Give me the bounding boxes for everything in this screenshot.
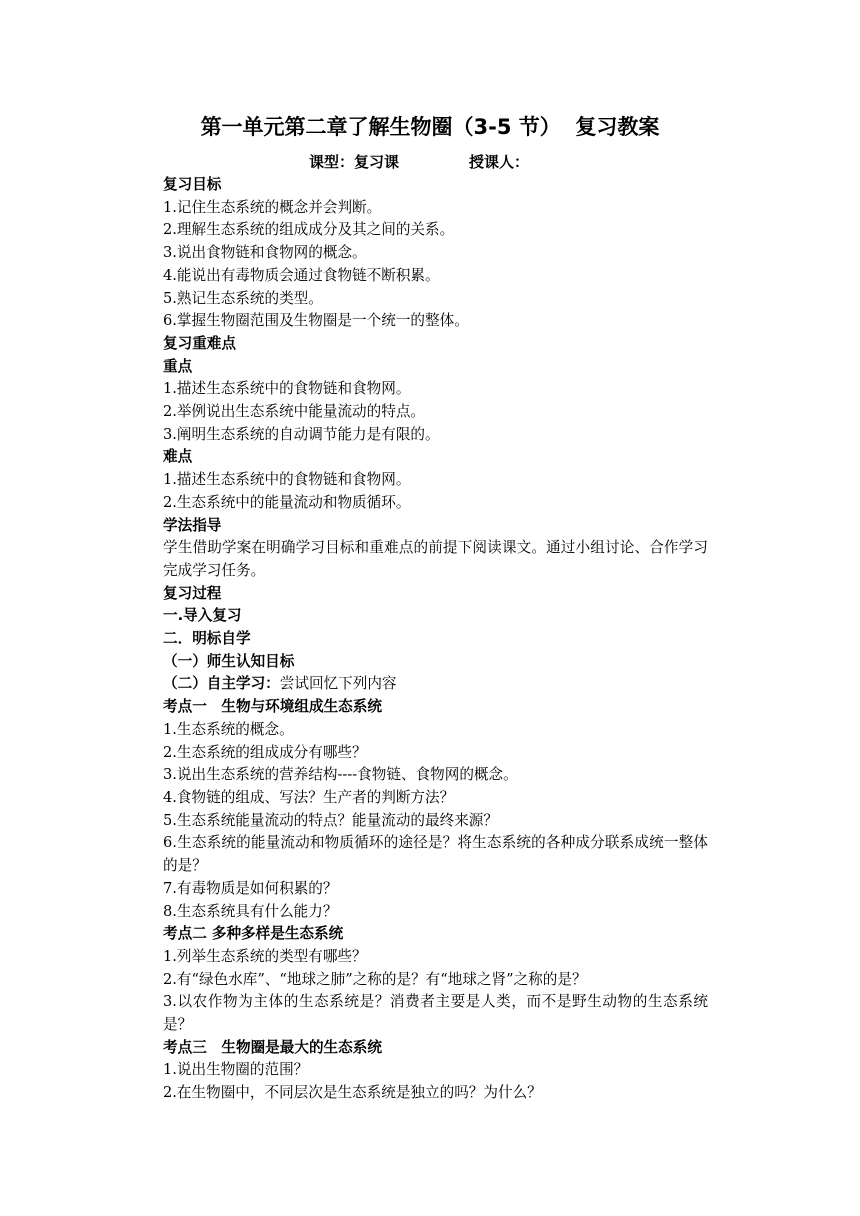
topic1-item: 4.食物链的组成、写法？生产者的判断方法？: [163, 788, 455, 806]
process-sub-2-label: （二）自主学习：: [163, 675, 280, 693]
topic1-item: 7.有毒物质是如何积累的？: [163, 879, 338, 897]
method-text: 学生借助学案在明确学习目标和重难点的前提下阅读课文。通过小组讨论、合作学习完成学习任务。: [163, 539, 708, 579]
topic1-item: 8.生态系统具有什么能力？: [163, 902, 338, 920]
document-title: 第一单元第二章了解生物圈（3-5 节） 复习教案: [200, 115, 660, 139]
goals-heading: 复习目标: [163, 176, 222, 193]
process-sub-1: （一）师生认知目标: [163, 652, 295, 670]
method-heading: 学法指导: [163, 516, 222, 534]
topic1-item: 6.生态系统的能量流动和物质循环的途径是？将生态系统的各种成分联系成统一整体的是？: [163, 834, 708, 875]
process-step-1: 一.导入复习: [163, 607, 242, 625]
focus-item: 3.阐明生态系统的自动调节能力是有限的。: [163, 425, 440, 443]
document-body: [163, 174, 708, 1105]
goal-item: 2.理解生态系统的组成成分及其之间的关系。: [163, 221, 455, 239]
focus-item: 2.举例说出生态系统中能量流动的特点。: [163, 403, 426, 421]
topic1-item: 1.生态系统的概念。: [163, 720, 294, 738]
topic2-item: 2.有“绿色水库”、“地球之肺”之称的是？有“地球之肾”之称的是？: [163, 970, 587, 988]
topic3-heading: 考点三 生物圈是最大的生态系统: [163, 1038, 382, 1056]
process-sub-2: [163, 673, 708, 696]
focus-heading: 重点: [163, 357, 193, 375]
topic1-item: 3.说出生态系统的营养结构----食物链、食物网的概念。: [163, 766, 518, 784]
lesson-type: 课型：复习课: [309, 153, 400, 171]
teacher-label: 授课人：: [469, 153, 530, 171]
topic1-item: 2.生态系统的组成成分有哪些？: [163, 743, 367, 761]
goal-item: 6.掌握生物圈范围及生物圈是一个统一的整体。: [163, 312, 469, 330]
process-heading: 复习过程: [163, 584, 222, 602]
difficulty-item: 1.描述生态系统中的食物链和食物网。: [163, 471, 411, 489]
topic1-heading: 考点一 生物与环境组成生态系统: [163, 698, 382, 716]
goal-item: 5.熟记生态系统的类型。: [163, 289, 323, 307]
difficulty-heading: 难点: [163, 448, 193, 466]
topic3-item: 1.说出生物圈的范围？: [163, 1061, 309, 1079]
topic2-item: 1.列举生态系统的类型有哪些？: [163, 947, 367, 965]
goal-item: 4.能说出有毒物质会通过食物链不断积累。: [163, 266, 440, 284]
topic2-heading: 考点二 多种多样是生态系统: [163, 925, 344, 943]
document-subtitle: [309, 152, 529, 172]
key-points-heading: 复习重难点: [163, 334, 236, 352]
topic1-item: 5.生态系统能量流动的特点？能量流动的最终来源？: [163, 811, 498, 829]
process-step-2: 二．明标自学: [163, 630, 251, 648]
topic2-item: 3.以农作物为主体的生态系统是？消费者主要是人类，而不是野生动物的生态系统是？: [163, 993, 708, 1034]
process-sub-2-text: 尝试回忆下列内容: [279, 675, 397, 693]
goal-item: 1.记住生态系统的概念并会判断。: [163, 198, 382, 216]
focus-item: 1.描述生态系统中的食物链和食物网。: [163, 380, 411, 398]
difficulty-item: 2.生态系统中的能量流动和物质循环。: [163, 493, 411, 511]
goal-item: 3.说出食物链和食物网的概念。: [163, 244, 367, 262]
topic3-item: 2.在生物圈中，不同层次是生态系统是独立的吗？为什么？: [163, 1084, 542, 1102]
